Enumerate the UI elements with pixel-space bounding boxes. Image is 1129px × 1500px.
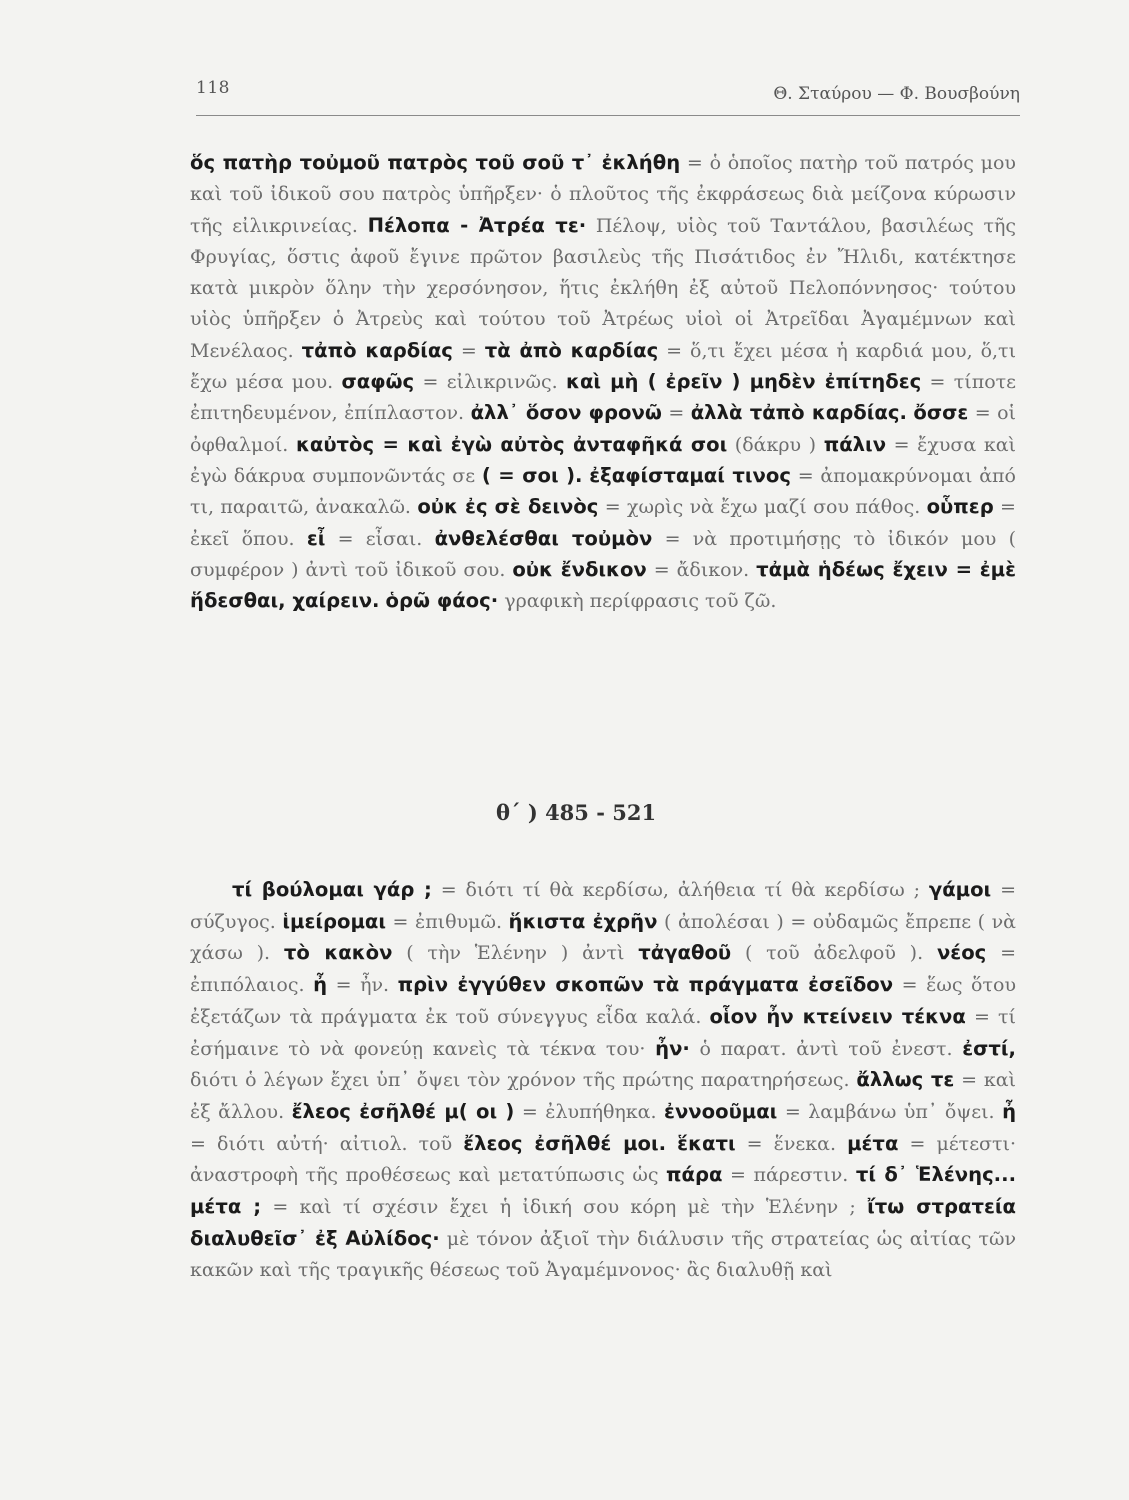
lemma: ἐστί, (962, 1036, 1016, 1060)
lemma: ἦν· (655, 1036, 690, 1060)
lemma: ἥκιστα ἐχρῆν (508, 909, 658, 933)
page-header (196, 78, 1020, 118)
lemma: γάμοι (928, 878, 992, 901)
lemma: ἐξαφίσταμαί τινος (589, 463, 791, 487)
lemma: τὰ ἀπὸ καρδίας (484, 338, 659, 362)
gloss: = ἄδικον. (646, 558, 757, 581)
section-heading: θ΄ ) 485 - 521 (496, 800, 657, 825)
lemma: οὐκ ἐς σὲ δεινὸς (417, 495, 599, 519)
lemma: ἐννοοῦμαι (664, 1099, 778, 1123)
gloss: = ὅ,τι ἔχει μέσα ἡ καρδιά μου, ὅ,τι ἔχω μέσα μου. (190, 339, 1017, 394)
lemma: οἷον ἦν κτείνειν τέκνα (709, 1004, 966, 1028)
gloss: = καὶ ἐξ ἄλλου. (190, 1069, 1016, 1123)
lemma: ἔλεος ἐσῆλθέ μοι. (463, 1131, 667, 1155)
lemma: οὐκ ἔνδικον (512, 557, 647, 581)
lemma: ὅς πατὴρ τοὐμοῦ πατρὸς τοῦ σοῦ τ᾽ ἐκλήθη (190, 151, 681, 174)
gloss: = ἦν. (327, 974, 398, 997)
lemma: τἀμὰ ἡδέως ἔχειν = ἐμὲ ἥδεσθαι, χαίρειν. (190, 557, 1016, 613)
gloss: γραφικὴ περίφρασις τοῦ ζῶ. (498, 590, 777, 613)
lemma: πρὶν ἐγγύθεν σκοπῶν τὰ πράγματα ἐσεῖδον (397, 973, 894, 997)
lemma: ἔλεος ἐσῆλθέ μ( οι ) (291, 1099, 515, 1123)
lemma: νέος (936, 941, 987, 965)
lemma: ἕκατι (677, 1131, 736, 1155)
gloss: = νὰ προτιμήσῃς τὸ ἰδικόν μου ( συμφέρον ) ἀντὶ τοῦ ἰδικοῦ σου. (190, 527, 1017, 581)
gloss: ( τοῦ ἀδελφοῦ ). (731, 942, 937, 965)
gloss: ὁ παρατ. ἀντὶ τοῦ ἐνεστ. (689, 1037, 963, 1060)
lemma: ἀλλ᾽ ὅσον φρονῶ (470, 401, 662, 425)
gloss: διότι ὁ λέγων ἔχει ὑπ᾽ ὄψει τὸν χρόνον τῆς πρώτης παρατηρήσεως. (190, 1069, 857, 1092)
commentary-paragraph (190, 147, 1016, 616)
header-rule (196, 115, 1020, 116)
gloss: ( τὴν Ἑλένην ) ἀντὶ (392, 942, 639, 965)
lemma: τί βούλομαι γάρ ; (232, 878, 432, 901)
lemma: τἀγαθοῦ (638, 941, 732, 965)
commentary-paragraph (190, 874, 1016, 1286)
commentary-block-1 (190, 147, 1016, 616)
lemma: ἄλλως τε (856, 1068, 955, 1092)
lemma: καὐτὸς = καὶ ἐγὼ αὐτὸς ἀνταφῆκά σοι (295, 432, 728, 456)
lemma: ὄσσε (913, 401, 969, 425)
lemma: ἀλλὰ τἀπὸ καρδίας. (690, 401, 907, 425)
gloss: = ἐπιθυμῶ. (386, 910, 509, 933)
gloss: = ἐλυπήθηκα. (514, 1100, 665, 1123)
gloss: = ἔχυσα καὶ ἐγὼ δάκρυα συμπονῶντάς σε (190, 433, 1016, 487)
gloss: = ἐκεῖ ὅπου. (190, 496, 1016, 550)
gloss: = ἕως ὅτου ἐξετάζων τὰ πράγματα ἐκ τοῦ σύνεγγυς εἶδα καλά. (190, 974, 1016, 1028)
lemma: τἀπὸ καρδίας (301, 338, 453, 362)
gloss: = ἕνεκα. (735, 1132, 848, 1155)
running-head: Θ. Σταύρου — Φ. Βουσβούνη (773, 84, 1020, 104)
lemma: ἴτω στρατεία διαλυθεῖσ᾽ ἐξ Αὐλίδος· (190, 1195, 1016, 1250)
commentary-block-2 (190, 874, 1016, 1286)
lemma: πάλιν (823, 432, 887, 456)
gloss: = χωρὶς νὰ ἔχω μαζί σου πάθος. (598, 496, 927, 519)
gloss: = τί ἐσήμαινε τὸ νὰ φονεύῃ κανεὶς τὰ τέκνα του· (190, 1005, 1016, 1060)
gloss: = ἐπιπόλαιος. (190, 942, 1016, 997)
lemma: καὶ μὴ ( ἐρεῖν ) μηδὲν ἐπίτηδες (566, 370, 922, 394)
lemma: τὸ κακὸν (283, 941, 393, 965)
lemma: ὁρῶ φάος· (385, 589, 499, 613)
lemma: σαφῶς (341, 370, 415, 394)
lemma: ἦ (313, 973, 328, 997)
gloss: = διότι αὐτή· αἰτιολ. τοῦ (190, 1132, 464, 1155)
page-number: 118 (196, 78, 230, 98)
gloss: = (661, 402, 691, 425)
gloss: = σύζυγος. (190, 879, 1016, 933)
gloss: = τίποτε ἐπιτηδευμένον, ἐπίπλαστον. (190, 371, 1016, 425)
lemma: πάρα (666, 1163, 723, 1187)
lemma: ἱμείρομαι (282, 909, 386, 933)
gloss: = εἰλικρινῶς. (414, 371, 567, 394)
gloss: = ἀπομακρύνομαι ἀπό τι, παραιτῶ, ἀνακαλῶ. (190, 464, 1016, 519)
lemma: ( = σοι ). (481, 463, 583, 487)
gloss: = οἱ ὀφθαλμοί. (190, 402, 1016, 456)
gloss: (δάκρυ ) (727, 433, 824, 456)
lemma: οὗπερ (926, 495, 994, 519)
gloss: = λαμβάνω ὑπ᾽ ὄψει. (777, 1100, 1003, 1123)
gloss: = πάρεστιν. (722, 1164, 856, 1187)
gloss: = (452, 339, 485, 362)
gloss: Πέλοψ, υἱὸς τοῦ Ταντάλου, βασιλέως τῆς Φρυγίας, ὅστις ἀφοῦ ἔγινε πρῶτον βασιλεὺς τῆς Πισάτιδος ἐν Ἤλιδι, κατέκτησε κατὰ μικρὸν ὅλην τὴν χερσόνησον, ἥτις ἐκλήθη ἐξ αὐτοῦ Πελοπόννησος· τούτου υἱὸς ὑπῆρξεν ὁ Ἀτρεὺς καὶ τούτου τοῦ Ἀτρέως υἱοὶ οἱ Ἀτρεῖδαι Ἀγαμέμνων καὶ Μενέλαος. (190, 214, 1017, 362)
lemma: τί δ᾽ Ἑλένης... μέτα ; (190, 1163, 1017, 1219)
gloss: = καὶ τί σχέσιν ἔχει ἡ ἰδική σου κόρη μὲ τὴν Ἑλένην ; (261, 1196, 868, 1219)
gloss: μὲ τόνον ἀξιοῖ τὴν διάλυσιν τῆς στρατείας ὡς αἰτίας τῶν κακῶν καὶ τῆς τραγικῆς θέσεως τοῦ Ἀγαμέμνονος· ἂς διαλυθῇ καὶ (190, 1227, 1016, 1282)
gloss: = εἶσαι. (325, 527, 435, 550)
gloss: = ὁ ὁποῖος πατὴρ τοῦ πατρός μου καὶ τοῦ ἰδικοῦ σου πατρὸς ὑπῆρξεν· ὁ πλοῦτος τῆς ἐκφράσεως διὰ μείζονα κύρωσιν τῆς εἰλικρινείας. (190, 152, 1016, 237)
gloss: = διότι τί θὰ κερδίσω, ἀλήθεια τί θὰ κερδίσω ; (431, 879, 929, 901)
lemma: Πέλοπα - Ἀτρέα τε· (367, 213, 587, 237)
lemma: εἶ (306, 526, 326, 550)
gloss: = μέτεστι· ἀναστροφὴ τῆς προθέσεως καὶ μετατύπωσις ὡς (190, 1132, 1017, 1187)
lemma: μέτα (847, 1131, 899, 1155)
lemma: ἦ (1002, 1099, 1017, 1123)
lemma: ἀνθελέσθαι τοὐμὸν (434, 526, 653, 550)
gloss (666, 1133, 677, 1155)
gloss: ( ἀπολέσαι ) = οὐδαμῶς ἔπρεπε ( νὰ χάσω ). (190, 910, 1016, 965)
